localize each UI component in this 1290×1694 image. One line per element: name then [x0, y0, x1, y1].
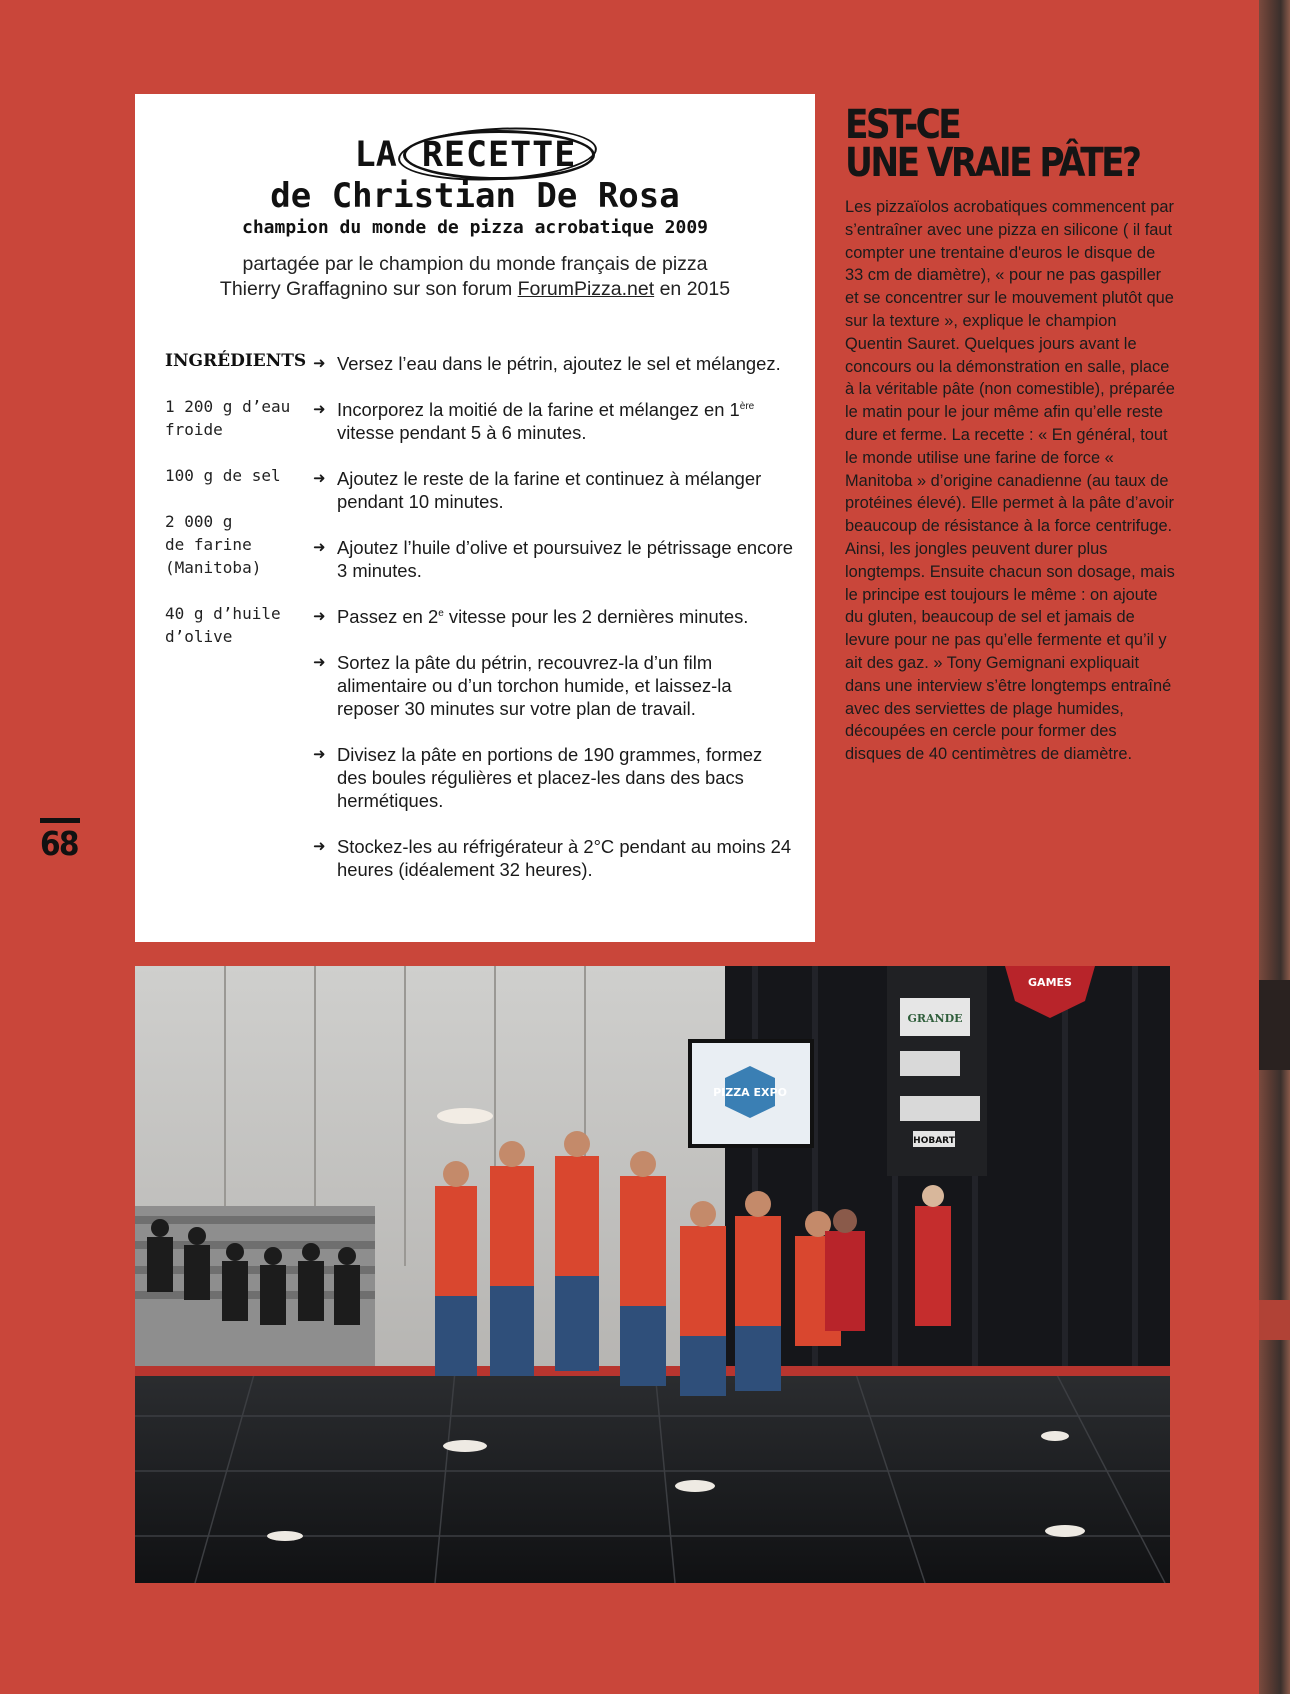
arrow-right-icon: ➜: [313, 838, 326, 855]
sidebar-article: [845, 102, 1175, 766]
headline-line-2: UNE VRAIE PÂTE?: [845, 140, 1140, 186]
flying-dough: [437, 1108, 493, 1124]
games-badge-text: GAMES: [1028, 976, 1072, 989]
sidebar-body: Les pizzaïolos acrobatiques commencent par s’entraîner avec une pizza en silicone ( il faut compter une trentaine d'euros le disque de 33 cm de diamètre), « pour ne pas gaspiller et se concentrer sur le mouvement plutôt que sur la texture », explique le champion Quentin Sauret. Quelques jours avant le concours ou la démonstration en salle, place à la véritable pâte (non comestible), préparée le matin pour le jour même afin qu’elle reste dure et ferme. La recette : « En général, tout le monde utilise une farine de force « Manitoba » d’origine canadienne (au taux de protéines élevé). Elle permet à la pâte d’avoir beaucoup de résistance à la force centrifuge. Ainsi, les jongles peuvent durer plus longtemps. Ensuite chacun son dosage, mais le principe est toujours le même : on ajoute du gluten, beaucoup de sel et jamais de levure pour ne pas qu’elle fermente et qu’il y ait des gaz. » Tony Gemignani expliquait dans une interview s’être longtemps entraîné avec des serviettes de plage humides, découpées en cercle pour former des disques de 40 centimètres de diamètre.: [845, 198, 1175, 764]
credit-line-1: partagée par le champion du monde français de pizza: [242, 253, 708, 275]
ingredients-list: [165, 350, 315, 671]
credit-line-2-post: en 2015: [654, 278, 731, 300]
title-la: LA: [354, 135, 397, 175]
edge-shadow: [1259, 980, 1290, 1070]
title-recette-circled: RECETTE: [403, 130, 596, 180]
recipe-subtitle: champion du monde de pizza acrobatique 2009: [242, 217, 708, 238]
staff-member: [915, 1206, 951, 1326]
ingredient-item: 1 200 g d’eau froide: [165, 397, 291, 439]
step-5: [313, 605, 793, 628]
presenter-head: [833, 1209, 857, 1233]
page-number-rule: [40, 818, 80, 823]
sponsor-logo-3: [900, 1096, 980, 1121]
step-text: Ajoutez l’huile d’olive et poursuivez le pétrissage encore 3 minutes.: [337, 537, 793, 581]
event-photo-illustration: [135, 966, 1170, 1583]
arrow-right-icon: ➜: [313, 539, 326, 556]
ingredient-item: 2 000 g de farine (Manitoba): [165, 512, 262, 577]
arrow-right-icon: ➜: [313, 654, 326, 671]
page-number: [40, 818, 80, 862]
step-superscript: ère: [739, 400, 755, 412]
credit-line-2: [135, 277, 815, 302]
staff-head: [922, 1185, 944, 1207]
ingredient-item: 100 g de sel: [165, 466, 281, 485]
sponsor-logo-2: [900, 1051, 960, 1076]
ingredient-item: 40 g d’huile d’olive: [165, 604, 281, 646]
step-text: Incorporez la moitié de la farine et mélangez en 1: [337, 399, 740, 420]
arrow-right-icon: ➜: [313, 401, 326, 418]
arrow-right-icon: ➜: [313, 608, 326, 625]
headline-line-1: EST-CE: [845, 102, 960, 148]
recipe-credit: [135, 252, 815, 302]
step-8: [313, 835, 793, 881]
step-text: Passez en 2: [337, 606, 439, 627]
recipe-steps: [313, 352, 793, 904]
arrow-right-icon: ➜: [313, 355, 326, 372]
step-4: [313, 536, 793, 582]
step-text: Sortez la pâte du pétrin, recouvrez-la d’un film alimentaire ou d’un torchon humide, et laissez-la reposer 30 minutes sur votre plan de travail.: [337, 652, 732, 719]
recipe-author: de Christian De Rosa: [270, 176, 680, 216]
step-6: [313, 651, 793, 720]
forum-link[interactable]: ForumPizza.net: [517, 278, 655, 300]
step-text-cont: vitesse pendant 5 à 6 minutes.: [337, 422, 587, 443]
step-3: [313, 467, 793, 513]
ingredients-heading: INGRÉDIENTS: [165, 351, 307, 371]
step-superscript: e: [438, 607, 444, 619]
step-1: [313, 352, 793, 375]
arrow-right-icon: ➜: [313, 470, 326, 487]
arrow-right-icon: ➜: [313, 746, 326, 763]
recipe-title: [135, 130, 815, 180]
step-text: Ajoutez le reste de la farine et continuez à mélanger pendant 10 minutes.: [337, 468, 762, 512]
recipe-card: [135, 94, 815, 942]
step-text: Versez l’eau dans le pétrin, ajoutez le sel et mélangez.: [337, 353, 781, 374]
expo-logo-text: PIZZA EXPO: [713, 1086, 787, 1099]
sponsor-logo-4-text: HOBART: [913, 1136, 955, 1146]
edge-highlight: [1259, 1300, 1290, 1340]
sidebar-headline: [845, 102, 1175, 186]
credit-line-2-pre: Thierry Graffagnino sur son forum: [219, 278, 518, 300]
step-text: Divisez la pâte en portions de 190 grammes, formez des boules régulières et placez-les dans des bacs hermétiques.: [337, 744, 763, 811]
presenter: [825, 1231, 865, 1331]
sponsor-logo-1-text: GRANDE: [907, 1012, 963, 1025]
stage-floor: [135, 1371, 1170, 1583]
step-7: [313, 743, 793, 812]
event-photo: [135, 966, 1170, 1583]
step-text: Stockez-les au réfrigérateur à 2°C pendant au moins 24 heures (idéalement 32 heures).: [337, 836, 792, 880]
page-number-text: 68: [40, 824, 78, 863]
step-2: [313, 398, 793, 444]
adjacent-page-edge: [1259, 0, 1290, 1694]
step-text-cont: vitesse pour les 2 dernières minutes.: [443, 606, 749, 627]
